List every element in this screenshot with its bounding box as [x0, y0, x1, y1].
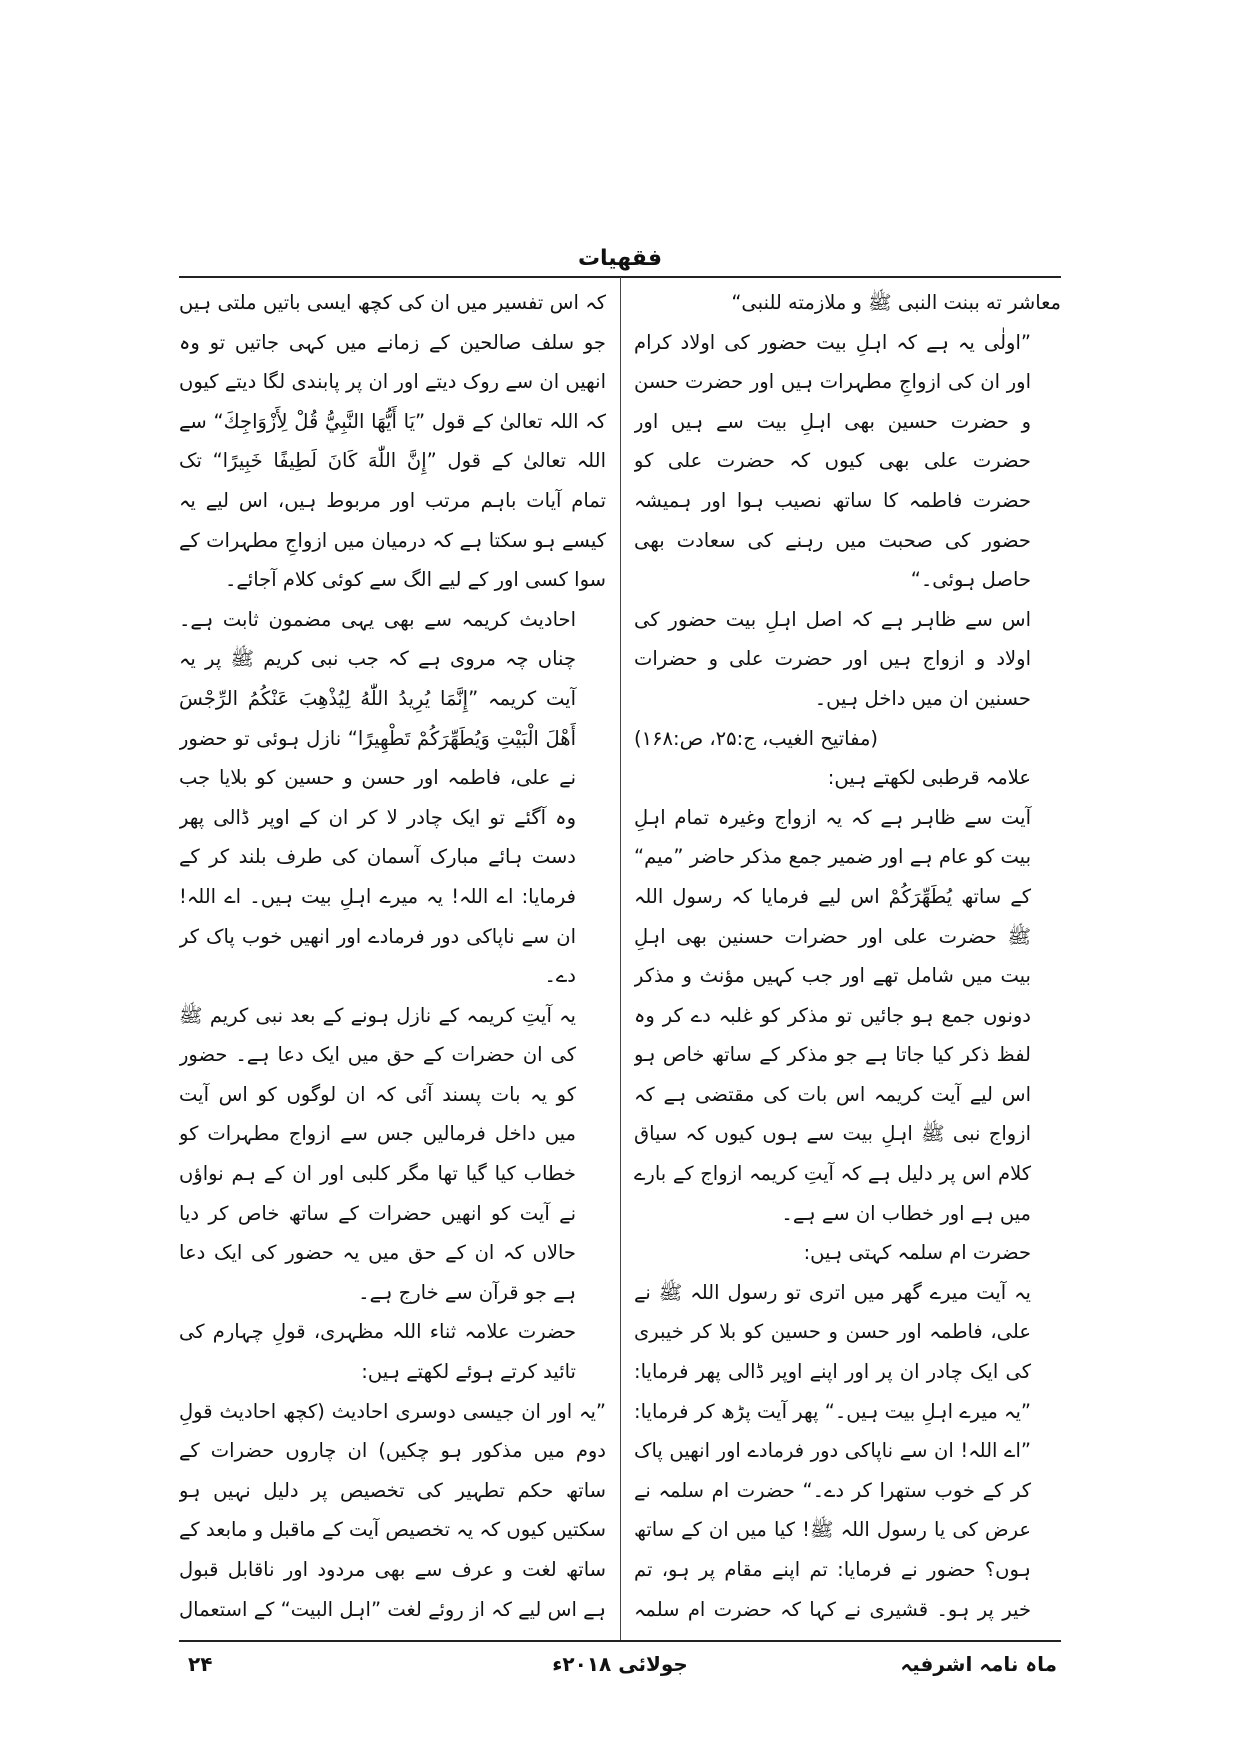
paragraph: معاشر ته ببنت النبی ﷺ و ملازمته للنبی“ — [731, 291, 1061, 314]
page-header-title: فقهيات — [577, 246, 663, 271]
paragraph: آیت سے ظاہر ہے کہ یہ ازواج وغیرہ تمام اہلِ بیت کو عام ہے اور ضمیر جمع مذکر حاضر ”میم“ کے ساتھ یُطَهِّرَكُمْ اس لیے فرمایا کہ رسول اللہ ﷺ حضرت علی اور حضرات حسنین بھی اہلِ بیت میں شامل تھے اور جب کہیں مؤنث و مذکر دونوں جمع ہو جائیں تو مذکر کو غلبہ دے کر وہ لفظ ذکر کیا جاتا ہے جو مذکر کے ساتھ خاص ہو اس لیے آیت کریمہ اس بات کی مقتضی ہے کہ ازواج نبی ﷺ اہلِ بیت سے ہوں کیوں کہ سیاق کلام اس پر دلیل ہے کہ آیتِ کریمہ ازواج کے بارے میں ہے اور خطاب ان سے ہے۔ — [634, 805, 1031, 1225]
column-divider — [620, 277, 621, 1640]
subheading: علامہ قرطبی لکھتے ہیں: — [827, 766, 1031, 790]
paragraph: حضرت علامہ ثناء اللہ مظہری، قولِ چہارم کی تائید کرتے ہوئے لکھتے ہیں: — [179, 1320, 576, 1384]
citation: (مفاتیح الغیب، ج:۲۵، ص:۱۶۸) — [634, 726, 879, 750]
page-number: ۲۴ — [188, 1652, 213, 1676]
footer-date: جولائی ۲۰۱۸ء — [552, 1652, 688, 1676]
left-column — [179, 283, 606, 1633]
paragraph: یہ آیتِ کریمہ کے نازل ہونے کے بعد نبی کریم ﷺ کی ان حضرات کے حق میں ایک دعا ہے۔ حضور کو یہ بات پسند آئی کہ ان لوگوں کو اس آیت میں داخل فرمالیں جس سے ازواج مطہرات کو خطاب کیا گیا تھا مگر کلبی اور ان کے ہم نواؤں نے آیت کو انھیں حضرات کے ساتھ خاص کر دیا حالاں کہ ان کے حق میں یہ حضور کی ایک دعا ہے جو قرآن سے خارج ہے۔ — [179, 1003, 576, 1304]
paragraph: اس سے ظاہر ہے کہ اصل اہلِ بیت حضور کی اولاد و ازواج ہیں اور حضرت علی و حضرات حسنین ان میں داخل ہیں۔ — [634, 607, 1031, 710]
paragraph: کہ اس تفسیر میں ان کی کچھ ایسی باتیں ملتی ہیں جو سلف صالحین کے زمانے میں کہی جاتیں تو وہ انھیں ان سے روک دیتے اور ان پر پابندی لگا دیتے کیوں کہ اللہ تعالیٰ کے قول ”يَا أَيُّهَا النَّبِيُّ قُلْ لِأَزْوَاجِكَ“ سے اللہ تعالیٰ کے قول ”إِنَّ اللّٰهَ كَانَ لَطِيفًا خَبِيرًا“ تک تمام آیات باہم مرتب اور مربوط ہیں، اس لیے یہ کیسے ہو سکتا ہے کہ درمیان میں ازواجِ مطہرات کے سوا کسی اور کے لیے الگ سے کوئی کلام آجائے۔ — [179, 291, 606, 592]
paragraph: احادیث کریمہ سے بھی یہی مضمون ثابت ہے۔ چناں چہ مروی ہے کہ جب نبی کریم ﷺ پر یہ آیت کریمہ ”إِنَّمَا يُرِيدُ اللّٰهُ لِيُذْهِبَ عَنْكُمُ الرِّجْسَ أَهْلَ الْبَيْتِ وَيُطَهِّرَكُمْ تَطْهِيرًا“ نازل ہوئی تو حضور نے علی، فاطمہ اور حسن و حسین کو بلایا جب وہ آگئے تو ایک چادر لا کر ان کے اوپر ڈالی پھر دست ہائے مبارک آسمان کی طرف بلند کر کے فرمایا: اے اللہ! یہ میرے اہلِ بیت ہیں۔ اے اللہ! ان سے ناپاکی دور فرمادے اور انھیں خوب پاک کر دے۔ — [179, 607, 576, 988]
subheading: حضرت ام سلمہ کہتی ہیں: — [803, 1241, 1031, 1265]
footer-rule — [179, 1640, 1061, 1642]
paragraph: یہ آیت میرے گھر میں اتری تو رسول اللہ ﷺ نے علی، فاطمہ اور حسن و حسین کو بلا کر خیبری کی ایک چادر ان پر اور اپنے اوپر ڈالی پھر فرمایا: ”یہ میرے اہلِ بیت ہیں۔“ پھر آیت پڑھ کر فرمایا: ”اے اللہ! ان سے ناپاکی دور فرمادے اور انھیں پاک کر کے خوب ستھرا کر دے۔“ حضرت ام سلمہ نے عرض کی یا رسول اللہ ﷺ! کیا میں ان کے ساتھ ہوں؟ حضور نے فرمایا: تم اپنے مقام پر ہو، تم خیر پر ہو۔ قشیری نے کہا کہ حضرت ام سلمہ — [634, 1280, 1031, 1621]
quote-paragraph: ”یہ اور ان جیسی دوسری احادیث (کچھ احادیث قولِ دوم میں مذکور ہو چکیں) ان چاروں حضرات کے ساتھ حکم تطہیر کی تخصیص پر دلیل نہیں ہو سکتیں کیوں کہ یہ تخصیص آیت کے ماقبل و مابعد کے ساتھ لغت و عرف سے بھی مردود اور ناقابل قبول ہے اس لیے کہ از روئے لغت ”اہل البیت“ کے استعمال — [179, 1399, 606, 1621]
paragraph: ”اولٰی یہ ہے کہ اہلِ بیت حضور کی اولاد کرام اور ان کی ازواجِ مطہرات ہیں اور حضرت حسن و حضرت حسین بھی اہلِ بیت سے ہیں اور حضرت علی بھی کیوں کہ حضرت علی کو حضرت فاطمہ کا ساتھ نصیب ہوا اور ہمیشہ حضور کی صحبت میں رہنے کی سعادت بھی حاصل ہوئی۔“ — [634, 330, 1031, 592]
footer-magazine-name: ماہ نامہ اشرفیہ — [900, 1652, 1057, 1676]
right-column — [634, 283, 1061, 1633]
